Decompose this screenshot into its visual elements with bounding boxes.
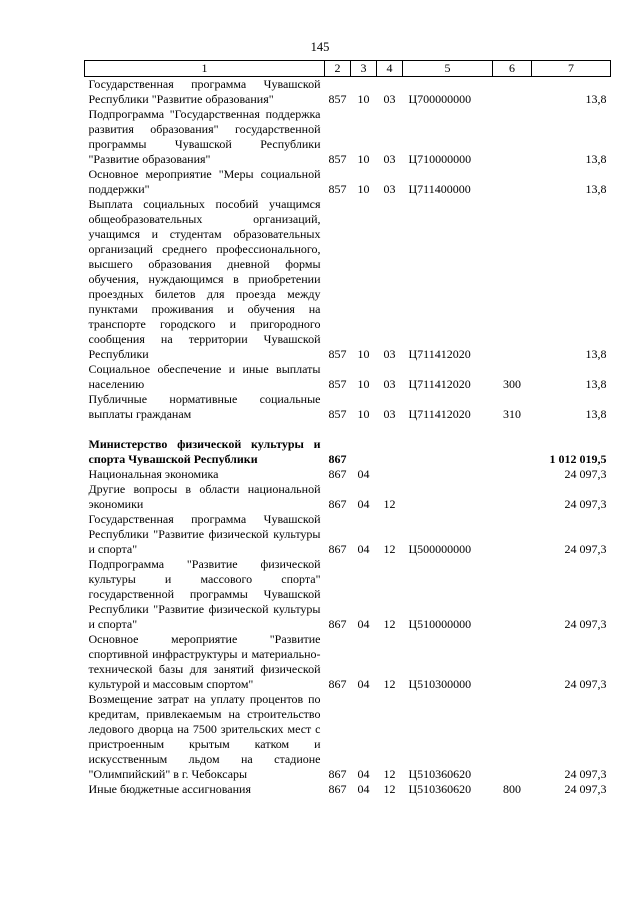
- table-row: [85, 197, 611, 362]
- row-subsection: 03: [383, 407, 396, 421]
- row-subsection: 12: [383, 677, 396, 691]
- row-name: Министерство физической культуры и спорта Чувашской Республики: [88, 437, 321, 466]
- row-name: Иные бюджетные ассигнования: [88, 782, 251, 796]
- row-amount: 13,8: [585, 92, 607, 106]
- row-grbs: 867: [328, 677, 347, 691]
- spacer-row: [85, 422, 611, 437]
- row-amount: 13,8: [585, 347, 607, 361]
- row-amount: 13,8: [585, 152, 607, 166]
- header-row: [85, 61, 611, 77]
- row-grbs: 857: [328, 152, 347, 166]
- row-subsection: 03: [383, 152, 396, 166]
- row-name: Государственная программа Чувашской Республики "Развитие физической культуры и спорта": [88, 512, 321, 556]
- row-target-article: Ц510300000: [408, 677, 472, 691]
- row-expense-type: [493, 167, 532, 197]
- spacer-cell: [85, 422, 611, 437]
- row-section: 10: [357, 407, 370, 421]
- row-grbs: 857: [328, 92, 347, 106]
- column-header-2: 2: [325, 61, 351, 77]
- row-subsection: 12: [383, 782, 396, 796]
- row-target-article: Ц510000000: [408, 617, 472, 631]
- row-target-article: Ц510360620: [408, 782, 472, 796]
- table-row: [85, 482, 611, 512]
- row-grbs: 867: [328, 617, 347, 631]
- row-amount: 24 097,3: [564, 467, 607, 481]
- row-section: 10: [357, 377, 370, 391]
- row-grbs: 857: [328, 407, 347, 421]
- table-row: [85, 362, 611, 392]
- row-expense-type: [493, 467, 532, 482]
- column-header-7: 7: [532, 61, 611, 77]
- row-grbs: 867: [328, 452, 347, 466]
- row-section: 04: [357, 767, 370, 781]
- row-expense-type: 300: [503, 377, 521, 391]
- row-subsection: 12: [383, 542, 396, 556]
- table-row: [85, 167, 611, 197]
- row-grbs: 867: [328, 782, 347, 796]
- row-amount: 24 097,3: [564, 542, 607, 556]
- row-target-article: Ц711412020: [408, 377, 471, 391]
- row-subsection: 12: [383, 617, 396, 631]
- row-subsection: 03: [383, 182, 396, 196]
- row-subsection: 12: [383, 767, 396, 781]
- row-name: Национальная экономика: [88, 467, 219, 481]
- row-grbs: 867: [328, 467, 347, 481]
- row-section: 10: [357, 152, 370, 166]
- row-target-article: Ц711400000: [408, 182, 471, 196]
- row-amount: 24 097,3: [564, 617, 607, 631]
- row-name: Подпрограмма "Государственная поддержка развития образования" государственной программы Чувашской Республики "Развитие образования": [88, 107, 321, 166]
- table-row: [85, 392, 611, 422]
- row-section: 10: [357, 92, 370, 106]
- row-section: 04: [357, 497, 370, 511]
- table-row: [85, 437, 611, 467]
- column-header-5: 5: [403, 61, 493, 77]
- table-row: [85, 107, 611, 167]
- row-name: Возмещение затрат на уплату процентов по кредитам, привлекаемым на строительство ледового дворца на 7500 зрительских мест с пристроенным крытым катком и искусственным льдом на стадионе "Олимпийский" в г. Чебоксары: [88, 692, 321, 781]
- row-name: Основное мероприятие "Развитие спортивной инфраструктуры и материально-технической базы для занятий физической культурой и массовым спортом": [88, 632, 321, 691]
- row-grbs: 857: [328, 182, 347, 196]
- column-header-1: 1: [85, 61, 325, 77]
- page-number: 145: [310, 40, 330, 54]
- column-header-4: 4: [377, 61, 403, 77]
- row-amount: 24 097,3: [564, 497, 607, 511]
- row-target-article: Ц500000000: [408, 542, 472, 556]
- table-row: [85, 782, 611, 797]
- row-target-article: [403, 467, 493, 482]
- table-body: [85, 77, 611, 798]
- row-amount: 1 012 019,5: [549, 452, 607, 466]
- row-target-article: Ц710000000: [408, 152, 472, 166]
- row-subsection: [377, 437, 403, 467]
- row-subsection: 03: [383, 347, 396, 361]
- row-target-article: [403, 482, 493, 512]
- table-row: [85, 467, 611, 482]
- row-section: 04: [357, 467, 370, 481]
- row-name: Государственная программа Чувашской Республики "Развитие образования": [88, 77, 321, 106]
- row-subsection: 03: [383, 377, 396, 391]
- row-amount: 24 097,3: [564, 782, 607, 796]
- row-expense-type: [493, 437, 532, 467]
- row-name: Другие вопросы в области национальной экономики: [88, 482, 321, 511]
- row-expense-type: [493, 77, 532, 108]
- row-expense-type: [493, 197, 532, 362]
- row-name: Выплата социальных пособий учащимся общеобразовательных организаций, учащимся и студентам образовательных организаций среднего профессионального, высшего образования дневной формы обучения, нуждающимся в приобретении проездных билетов для проезда между пунктами проживания и обучения на транспорте городского и пригородного сообщения на территории Чувашской Республики: [88, 197, 321, 361]
- row-name: Подпрограмма "Развитие физической культуры и массового спорта" государственной программы Чувашской Республики "Развитие физической культуры и спорта": [88, 557, 321, 631]
- row-name: Публичные нормативные социальные выплаты гражданам: [88, 392, 321, 421]
- table-row: [85, 692, 611, 782]
- table-row: [85, 512, 611, 557]
- column-header-3: 3: [351, 61, 377, 77]
- row-grbs: 867: [328, 497, 347, 511]
- table-row: [85, 77, 611, 108]
- row-grbs: 857: [328, 347, 347, 361]
- row-expense-type: [493, 692, 532, 782]
- row-section: [351, 437, 377, 467]
- row-section: 04: [357, 782, 370, 796]
- row-grbs: 857: [328, 377, 347, 391]
- row-target-article: Ц700000000: [408, 92, 472, 106]
- row-subsection: 03: [383, 92, 396, 106]
- row-amount: 13,8: [585, 182, 607, 196]
- row-amount: 13,8: [585, 377, 607, 391]
- row-subsection: [377, 467, 403, 482]
- row-expense-type: 310: [503, 407, 521, 421]
- row-name: Основное мероприятие "Меры социальной поддержки": [88, 167, 321, 196]
- row-expense-type: [493, 107, 532, 167]
- column-header-6: 6: [493, 61, 532, 77]
- row-subsection: 12: [383, 497, 396, 511]
- table-row: [85, 632, 611, 692]
- row-grbs: 867: [328, 767, 347, 781]
- row-grbs: 867: [328, 542, 347, 556]
- row-expense-type: [493, 632, 532, 692]
- row-amount: 24 097,3: [564, 677, 607, 691]
- row-section: 04: [357, 542, 370, 556]
- row-section: 10: [357, 347, 370, 361]
- row-section: 10: [357, 182, 370, 196]
- budget-table: [84, 60, 611, 797]
- row-expense-type: [493, 512, 532, 557]
- row-name: Социальное обеспечение и иные выплаты населению: [88, 362, 321, 391]
- row-target-article: Ц510360620: [408, 767, 472, 781]
- row-expense-type: [493, 557, 532, 632]
- row-amount: 24 097,3: [564, 767, 607, 781]
- row-section: 04: [357, 617, 370, 631]
- row-target-article: Ц711412020: [408, 347, 471, 361]
- row-target-article: Ц711412020: [408, 407, 471, 421]
- row-section: 04: [357, 677, 370, 691]
- row-target-article: [403, 437, 493, 467]
- row-amount: 13,8: [585, 407, 607, 421]
- table-row: [85, 557, 611, 632]
- row-expense-type: [493, 482, 532, 512]
- row-expense-type: 800: [503, 782, 521, 796]
